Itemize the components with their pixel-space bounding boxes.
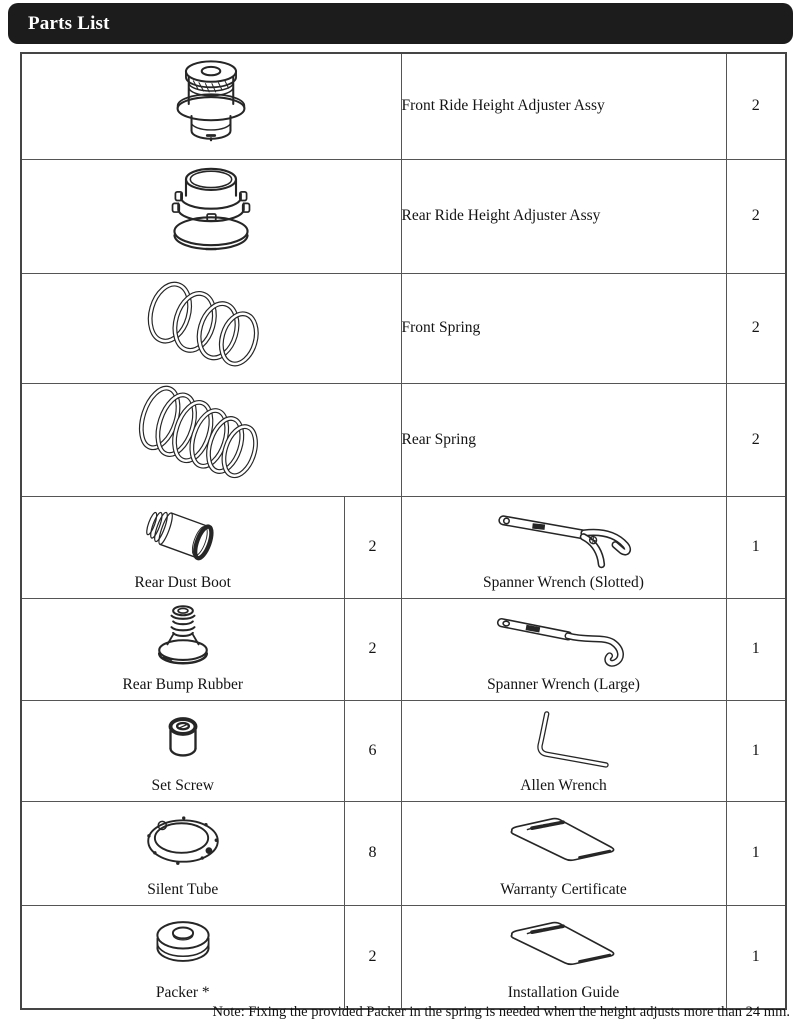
part-image-cell bbox=[21, 273, 401, 383]
rear-ride-height-adjuster-illustration bbox=[158, 163, 264, 264]
rear-bump-rubber-illustration bbox=[142, 600, 224, 674]
installation-guide-illustration bbox=[493, 913, 635, 977]
part-cell bbox=[401, 801, 726, 905]
part-cell bbox=[21, 598, 344, 700]
part-qty: 1 bbox=[726, 801, 786, 905]
part-qty: 6 bbox=[344, 700, 401, 801]
silent-tube-illustration bbox=[127, 804, 239, 878]
part-qty: 1 bbox=[726, 700, 786, 801]
table-row bbox=[21, 905, 786, 1009]
part-label: Set Screw bbox=[151, 777, 214, 795]
part-label: Rear Dust Boot bbox=[134, 574, 231, 592]
warranty-certificate-illustration bbox=[493, 809, 635, 873]
part-cell bbox=[21, 801, 344, 905]
part-cell bbox=[401, 905, 726, 1009]
part-qty: 1 bbox=[726, 905, 786, 1009]
part-qty: 8 bbox=[344, 801, 401, 905]
table-row bbox=[21, 496, 786, 598]
part-label: Rear Bump Rubber bbox=[122, 676, 244, 694]
footnote: Note: Fixing the provided Packer in the spring is needed when the height adjusts more than 24 mm. bbox=[212, 1004, 790, 1020]
part-name: Rear Ride Height Adjuster Assy bbox=[401, 159, 726, 273]
part-label: Silent Tube bbox=[147, 881, 219, 899]
set-screw-illustration bbox=[158, 711, 208, 767]
part-qty: 2 bbox=[726, 273, 786, 383]
part-qty: 2 bbox=[344, 598, 401, 700]
table-row bbox=[21, 53, 786, 159]
part-label: Spanner Wrench (Slotted) bbox=[483, 574, 644, 592]
part-image-cell bbox=[21, 383, 401, 496]
part-label: Allen Wrench bbox=[520, 777, 607, 795]
part-qty: 1 bbox=[726, 598, 786, 700]
part-cell bbox=[401, 700, 726, 801]
part-qty: 2 bbox=[726, 383, 786, 496]
table-row bbox=[21, 383, 786, 496]
part-cell bbox=[21, 496, 344, 598]
part-name: Front Ride Height Adjuster Assy bbox=[401, 53, 726, 159]
part-qty: 2 bbox=[344, 496, 401, 598]
spanner-wrench-large-illustration bbox=[466, 606, 662, 668]
part-cell bbox=[21, 700, 344, 801]
part-qty: 2 bbox=[726, 53, 786, 159]
page-title: Parts List bbox=[28, 12, 110, 34]
part-label: Warranty Certificate bbox=[500, 881, 627, 899]
packer-illustration bbox=[134, 912, 232, 978]
parts-table bbox=[20, 52, 787, 1010]
table-row bbox=[21, 598, 786, 700]
front-spring-illustration bbox=[99, 274, 324, 378]
table-row bbox=[21, 700, 786, 801]
rear-dust-boot-illustration bbox=[124, 498, 242, 572]
part-label: Packer * bbox=[155, 984, 210, 1002]
part-label: Installation Guide bbox=[507, 984, 620, 1002]
spanner-wrench-slotted-illustration bbox=[466, 500, 662, 570]
rear-spring-illustration bbox=[95, 384, 327, 491]
part-cell bbox=[21, 905, 344, 1009]
part-name: Front Spring bbox=[401, 273, 726, 383]
front-ride-height-adjuster-illustration bbox=[160, 56, 262, 152]
part-cell bbox=[401, 496, 726, 598]
table-row bbox=[21, 159, 786, 273]
part-image-cell bbox=[21, 53, 401, 159]
part-qty: 2 bbox=[344, 905, 401, 1009]
part-qty: 2 bbox=[726, 159, 786, 273]
table-row bbox=[21, 273, 786, 383]
part-cell bbox=[401, 598, 726, 700]
table-row bbox=[21, 801, 786, 905]
allen-wrench-illustration bbox=[503, 704, 625, 774]
part-name: Rear Spring bbox=[401, 383, 726, 496]
part-image-cell bbox=[21, 159, 401, 273]
part-qty: 1 bbox=[726, 496, 786, 598]
parts-list-header-bar bbox=[8, 3, 793, 44]
part-label: Spanner Wrench (Large) bbox=[487, 676, 640, 694]
